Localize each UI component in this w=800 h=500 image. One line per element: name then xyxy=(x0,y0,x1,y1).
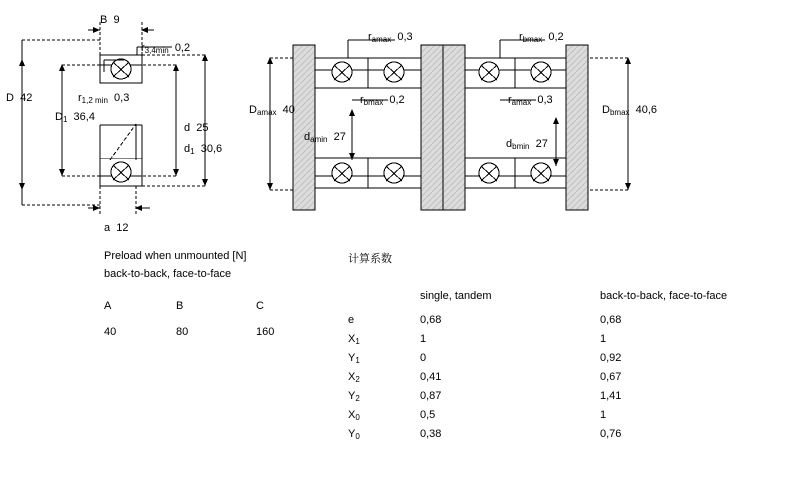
preload-val-B: 80 xyxy=(176,326,189,338)
factors-row-symbol: $X_0$ xyxy=(348,409,360,422)
dim-label-rbmax-top: $r_{bmax}$ 0,2 xyxy=(519,31,564,44)
factors-row-symbol: $X_2$ xyxy=(348,371,360,384)
dim-label-a: a 12 xyxy=(104,222,129,234)
preload-col-B-header: B xyxy=(176,300,184,312)
factors-row-single-tandem: 0,5 xyxy=(420,409,436,421)
dim-label-D1: $D_1$ 36,4 xyxy=(55,111,95,124)
factors-row-back-to-back: 0,76 xyxy=(600,428,622,440)
factors-row xyxy=(348,371,727,390)
preload-table xyxy=(104,250,336,338)
factors-row-back-to-back: 1 xyxy=(600,333,607,345)
factors-table-title: 计算系数 xyxy=(348,253,392,265)
dim-label-d: d 25 xyxy=(184,122,209,134)
dim-label-Damax: $D_{amax}$ 40 xyxy=(249,104,295,117)
factors-row-single-tandem: 0,38 xyxy=(420,428,442,440)
dim-label-r34min: $r_{3,4min}$ 0,2 xyxy=(141,42,191,55)
factors-row-back-to-back: 1,41 xyxy=(600,390,622,402)
factors-row xyxy=(348,314,727,333)
factors-col1-header: single, tandem xyxy=(420,290,492,302)
preload-table-title: Preload when unmounted [N] xyxy=(104,250,247,262)
factors-row-back-to-back: 0,67 xyxy=(600,371,622,383)
dim-label-r12min: $r_{1,2 min}$ 0,3 xyxy=(78,92,130,105)
preload-val-C: 160 xyxy=(256,326,275,338)
factors-row-back-to-back: 0,92 xyxy=(600,352,622,364)
factors-row-single-tandem: 1 xyxy=(420,333,427,345)
preload-table-subtitle: back-to-back, face-to-face xyxy=(104,268,232,280)
factors-row-back-to-back: 0,68 xyxy=(600,314,622,326)
dim-label-ramax-top: $r_{amax}$ 0,3 xyxy=(368,31,413,44)
factors-table xyxy=(348,250,727,447)
preload-col-C-header: C xyxy=(256,300,264,312)
factors-row-single-tandem: 0 xyxy=(420,352,427,364)
preload-col-A-header: A xyxy=(104,300,112,312)
factors-row-symbol: $X_1$ xyxy=(348,333,360,346)
factors-row xyxy=(348,352,727,371)
factors-row xyxy=(348,390,727,409)
factors-col2-header: back-to-back, face-to-face xyxy=(600,290,728,302)
factors-rows xyxy=(348,314,727,447)
dim-label-B: B 9 xyxy=(100,14,120,26)
factors-row-symbol: $Y_1$ xyxy=(348,352,360,365)
dim-label-damin: $d_{amin}$ 27 xyxy=(304,131,346,144)
factors-row-symbol: e xyxy=(348,314,355,326)
dim-label-d1: $d_1$ 30,6 xyxy=(184,143,223,156)
dim-label-ramax-mid: $r_{amax}$ 0,3 xyxy=(508,94,553,107)
factors-row xyxy=(348,428,727,447)
factors-row-single-tandem: 0,68 xyxy=(420,314,442,326)
dim-label-dbmin: $d_{bmin}$ 27 xyxy=(506,138,548,151)
factors-row xyxy=(348,409,727,428)
dim-label-D: D 42 xyxy=(6,92,33,104)
factors-row-symbol: $Y_2$ xyxy=(348,390,360,403)
factors-row-symbol: $Y_0$ xyxy=(348,428,360,441)
dim-label-rbmax-mid: $r_{bmax}$ 0,2 xyxy=(360,94,405,107)
factors-row-single-tandem: 0,41 xyxy=(420,371,442,383)
factors-row-single-tandem: 0,87 xyxy=(420,390,442,402)
factors-row xyxy=(348,333,727,352)
dim-label-Dbmax: $D_{bmax}$ 40,6 xyxy=(602,104,658,117)
preload-val-A: 40 xyxy=(104,326,117,338)
factors-row-back-to-back: 1 xyxy=(600,409,607,421)
